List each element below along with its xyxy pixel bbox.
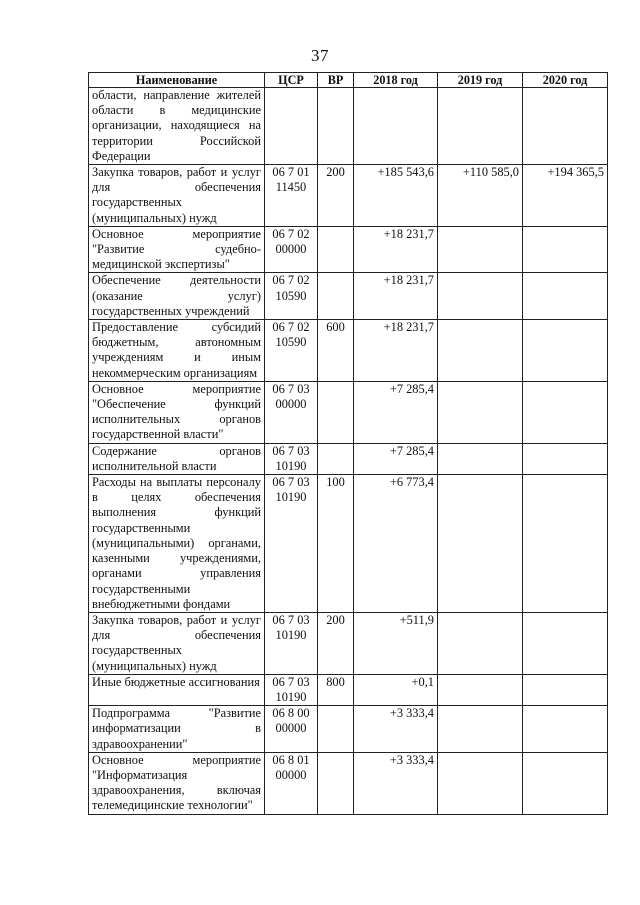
- row-2018: +0,1: [354, 674, 438, 705]
- row-name: области, направление жителей области в медицинские организации, находящиеся на территории Российской Федерации: [89, 88, 265, 165]
- row-2020: [523, 226, 608, 273]
- row-vr: [318, 226, 354, 273]
- row-csr: 06 7 02 10590: [265, 273, 318, 320]
- row-csr: 06 7 03 10190: [265, 475, 318, 613]
- row-vr: [318, 752, 354, 814]
- row-csr: 06 8 00 00000: [265, 706, 318, 753]
- row-2018: +7 285,4: [354, 381, 438, 443]
- header-vr: ВР: [318, 73, 354, 88]
- row-2018: +6 773,4: [354, 475, 438, 613]
- table-row: [89, 88, 608, 165]
- row-2019: [438, 273, 523, 320]
- row-2018: +18 231,7: [354, 226, 438, 273]
- header-csr: ЦСР: [265, 73, 318, 88]
- table-header-row: [89, 73, 608, 88]
- row-csr: [265, 88, 318, 165]
- table-row: [89, 381, 608, 443]
- row-2020: [523, 320, 608, 382]
- row-name: Обеспечение деятельности (оказание услуг) государственных учреждений: [89, 273, 265, 320]
- row-2019: [438, 612, 523, 674]
- table-row: [89, 475, 608, 613]
- row-2020: +194 365,5: [523, 165, 608, 227]
- row-name: Основное мероприятие "Информатизация здравоохранения, включая телемедицинские технологии": [89, 752, 265, 814]
- row-2019: [438, 706, 523, 753]
- row-2019: [438, 674, 523, 705]
- row-2018: +18 231,7: [354, 320, 438, 382]
- table-row: [89, 706, 608, 753]
- header-2018: 2018 год: [354, 73, 438, 88]
- table-row: [89, 612, 608, 674]
- table-row: [89, 226, 608, 273]
- row-csr: 06 7 02 10590: [265, 320, 318, 382]
- table-row: [89, 752, 608, 814]
- row-2018: [354, 88, 438, 165]
- table-row: [89, 674, 608, 705]
- row-2019: +110 585,0: [438, 165, 523, 227]
- header-name: Наименование: [89, 73, 265, 88]
- row-csr: 06 7 01 11450: [265, 165, 318, 227]
- row-2020: [523, 273, 608, 320]
- row-csr: 06 8 01 00000: [265, 752, 318, 814]
- row-2018: +18 231,7: [354, 273, 438, 320]
- row-2019: [438, 475, 523, 613]
- table-row: [89, 443, 608, 474]
- row-2019: [438, 443, 523, 474]
- table-row: [89, 165, 608, 227]
- row-2020: [523, 88, 608, 165]
- row-vr: [318, 443, 354, 474]
- header-2019: 2019 год: [438, 73, 523, 88]
- row-2020: [523, 443, 608, 474]
- table-row: [89, 320, 608, 382]
- table-row: [89, 273, 608, 320]
- row-vr: 200: [318, 612, 354, 674]
- row-name: Основное мероприятие "Развитие судебно-медицинской экспертизы": [89, 226, 265, 273]
- row-2018: +185 543,6: [354, 165, 438, 227]
- row-vr: [318, 706, 354, 753]
- row-name: Подпрограмма "Развитие информатизации в здравоохранении": [89, 706, 265, 753]
- row-2020: [523, 752, 608, 814]
- header-2020: 2020 год: [523, 73, 608, 88]
- row-2020: [523, 612, 608, 674]
- row-2019: [438, 320, 523, 382]
- row-2018: +7 285,4: [354, 443, 438, 474]
- row-name: Закупка товаров, работ и услуг для обеспечения государственных (муниципальных) нужд: [89, 612, 265, 674]
- row-vr: 100: [318, 475, 354, 613]
- row-csr: 06 7 02 00000: [265, 226, 318, 273]
- row-2019: [438, 226, 523, 273]
- row-vr: 800: [318, 674, 354, 705]
- row-vr: 600: [318, 320, 354, 382]
- row-2020: [523, 475, 608, 613]
- row-name: Расходы на выплаты персоналу в целях обеспечения выполнения функций государственными (муниципальными) органами, казенными учреждениями, органами управления государственными внебюджетными фондами: [89, 475, 265, 613]
- row-name: Содержание органов исполнительной власти: [89, 443, 265, 474]
- row-vr: [318, 381, 354, 443]
- row-2020: [523, 381, 608, 443]
- row-csr: 06 7 03 10190: [265, 443, 318, 474]
- row-2020: [523, 674, 608, 705]
- row-csr: 06 7 03 10190: [265, 612, 318, 674]
- row-name: Иные бюджетные ассигнования: [89, 674, 265, 705]
- row-vr: 200: [318, 165, 354, 227]
- row-name: Закупка товаров, работ и услуг для обеспечения государственных (муниципальных) нужд: [89, 165, 265, 227]
- row-csr: 06 7 03 00000: [265, 381, 318, 443]
- row-2018: +3 333,4: [354, 752, 438, 814]
- row-csr: 06 7 03 10190: [265, 674, 318, 705]
- page-number: 37: [311, 46, 329, 65]
- row-vr: [318, 88, 354, 165]
- row-name: Предоставление субсидий бюджетным, автономным учреждениям и иным некоммерческим организациям: [89, 320, 265, 382]
- row-2019: [438, 752, 523, 814]
- row-vr: [318, 273, 354, 320]
- row-2020: [523, 706, 608, 753]
- row-name: Основное мероприятие "Обеспечение функций исполнительных органов государственной власти": [89, 381, 265, 443]
- row-2019: [438, 88, 523, 165]
- row-2018: +3 333,4: [354, 706, 438, 753]
- budget-table: [88, 72, 608, 815]
- row-2018: +511,9: [354, 612, 438, 674]
- row-2019: [438, 381, 523, 443]
